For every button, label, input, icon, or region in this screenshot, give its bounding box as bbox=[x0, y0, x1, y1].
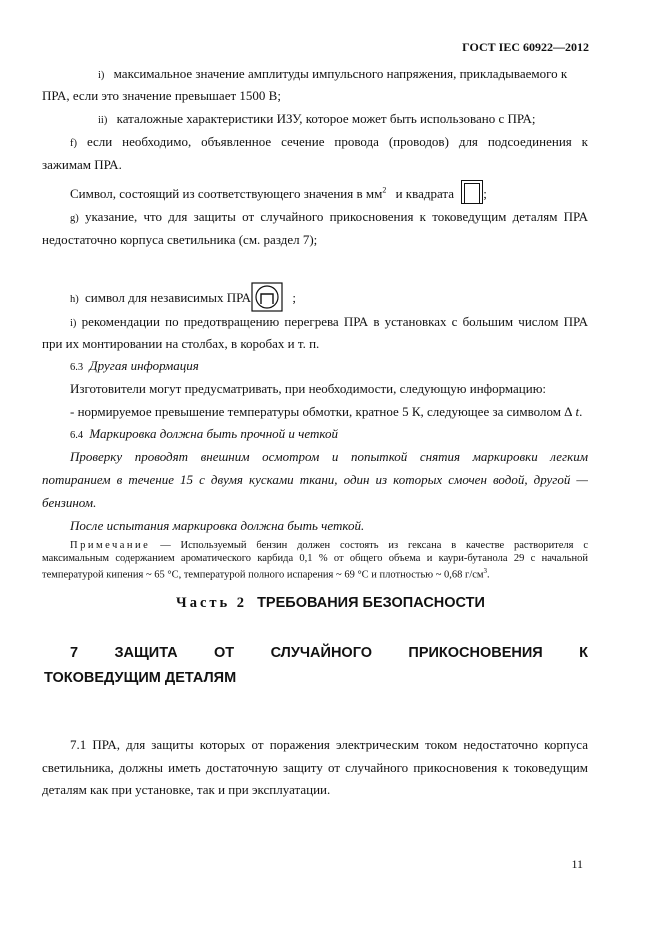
section-6-4-p1-l1: Проверку проводят внешним осмотром и попыткой снятия маркировки легким bbox=[70, 449, 588, 464]
section-7-word-3: СЛУЧАЙНОГО bbox=[270, 645, 373, 661]
wire-symbol-end: ; bbox=[483, 186, 487, 201]
item-f-text: если необходимо, объявленное сечение провода (проводов) для подсоединения к bbox=[86, 134, 588, 149]
note-line-2: максимальным содержанием ароматического карбида 0,1 % от общего объема и каури-бутанола 29 с начальной bbox=[42, 553, 588, 564]
document-header: ГОСТ IEC 60922—2012 bbox=[462, 40, 589, 54]
square-symbol-icon bbox=[461, 180, 483, 204]
wire-symbol-text: Символ, состоящий из соответствующего значения в мм bbox=[70, 186, 383, 201]
item-i2-text-cont: при их монтировании на столбах, в коробах и т. п. bbox=[42, 336, 320, 351]
section-6-3-heading bbox=[70, 358, 199, 375]
section-6-3-title: Другая информация bbox=[89, 358, 199, 373]
section-6-3-p2-symbol: t bbox=[575, 404, 580, 419]
part-lead: Часть 2 bbox=[176, 595, 248, 611]
note-superscript: 3 bbox=[483, 567, 488, 575]
note-end: . bbox=[487, 569, 490, 581]
part-heading bbox=[0, 596, 661, 611]
section-6-4-p2: После испытания маркировка должна быть четкой. bbox=[70, 518, 365, 533]
wire-symbol-superscript: 2 bbox=[382, 185, 387, 195]
section-7-number: 7 bbox=[70, 645, 79, 661]
independent-ballast-icon bbox=[251, 282, 283, 315]
item-g bbox=[70, 209, 588, 226]
note-label: Примечание bbox=[70, 540, 151, 551]
section-6-4-p1-l2: потиранием в течение 15 с двумя кусками ткани, один из которых смочен водой, другой — bbox=[42, 472, 588, 487]
item-ii-label: ii) bbox=[98, 115, 108, 126]
item-i2-text: рекомендации по предотвращению перегрева ПРА в установках с большим числом ПРА bbox=[81, 314, 589, 329]
clause-7-1-l3: деталям как при установке, так и при эксплуатации. bbox=[42, 782, 331, 797]
section-6-4-heading bbox=[70, 426, 338, 443]
note-line-3 bbox=[42, 565, 490, 582]
section-6-3-number: 6.3 bbox=[70, 362, 84, 373]
section-7-word-4: ПРИКОСНОВЕНИЯ bbox=[408, 645, 543, 661]
section-6-3-p2-text: - нормируемое превышение температуры обмотки, кратное 5 К, следующее за символом Δ bbox=[70, 404, 573, 419]
item-ii-text: каталожные характеристики ИЗУ, которое может быть использовано с ПРА; bbox=[116, 111, 536, 126]
section-7-word-1: ЗАЩИТА bbox=[114, 645, 178, 661]
section-6-3-p2-end: . bbox=[579, 404, 583, 419]
clause-7-1-l1: 7.1 ПРА, для защиты которых от поражения электрическим током недостаточно корпуса bbox=[70, 737, 588, 752]
item-g-text-cont: недостаточно корпуса светильника (см. раздел 7); bbox=[42, 232, 318, 247]
item-ii bbox=[98, 111, 535, 128]
item-f-label: f) bbox=[70, 138, 77, 149]
item-i-label: i) bbox=[98, 70, 105, 81]
item-g-text: указание, что для защиты от случайного прикосновения к токоведущим деталям ПРА bbox=[85, 209, 588, 224]
clause-7-1-l2: светильника, должны иметь достаточную защиту от случайного прикосновения к токоведущим bbox=[42, 760, 588, 775]
note-line-1 bbox=[70, 539, 588, 552]
item-i-text: максимальное значение амплитуды импульсного напряжения, прикладываемого к bbox=[113, 66, 568, 81]
item-h-end: ; bbox=[292, 290, 296, 305]
section-6-4-number: 6.4 bbox=[70, 430, 84, 441]
item-i-text-cont: ПРА, если это значение превышает 1500 В; bbox=[42, 88, 281, 103]
item-h-text: символ для независимых ПРА bbox=[85, 290, 252, 305]
section-7-word-2: ОТ bbox=[214, 645, 235, 661]
item-f bbox=[70, 134, 588, 151]
note-text-1: — Используемый бензин должен состоять из гексана в качестве растворителя с bbox=[160, 540, 588, 551]
section-6-4-title: Маркировка должна быть прочной и четкой bbox=[89, 426, 338, 441]
item-h bbox=[70, 282, 296, 315]
wire-symbol-text-b: и квадрата bbox=[395, 186, 454, 201]
item-f-text-cont: зажимам ПРА. bbox=[42, 157, 122, 172]
section-6-4-p1-l3: бензином. bbox=[42, 495, 97, 510]
section-7-word-5: К bbox=[579, 645, 588, 661]
item-h-label: h) bbox=[70, 294, 79, 305]
section-6-3-p2 bbox=[70, 404, 582, 419]
note-text-3: температурой кипения ~ 65 °С, температурой полного испарения ~ 69 °С и плотностью ~ 0,68 г/см bbox=[42, 569, 484, 581]
page-number: 11 bbox=[571, 857, 583, 871]
part-title: ТРЕБОВАНИЯ БЕЗОПАСНОСТИ bbox=[257, 595, 485, 611]
section-7-heading-line1 bbox=[70, 645, 588, 662]
item-i2 bbox=[70, 314, 588, 331]
section-7-heading-line2: ТОКОВЕДУЩИМ ДЕТАЛЯМ bbox=[44, 670, 237, 686]
wire-symbol-line bbox=[70, 180, 487, 204]
item-i bbox=[98, 66, 588, 83]
section-6-3-p1: Изготовители могут предусматривать, при необходимости, следующую информацию: bbox=[70, 381, 547, 396]
item-g-label: g) bbox=[70, 213, 79, 224]
item-i2-label: i) bbox=[70, 318, 77, 329]
